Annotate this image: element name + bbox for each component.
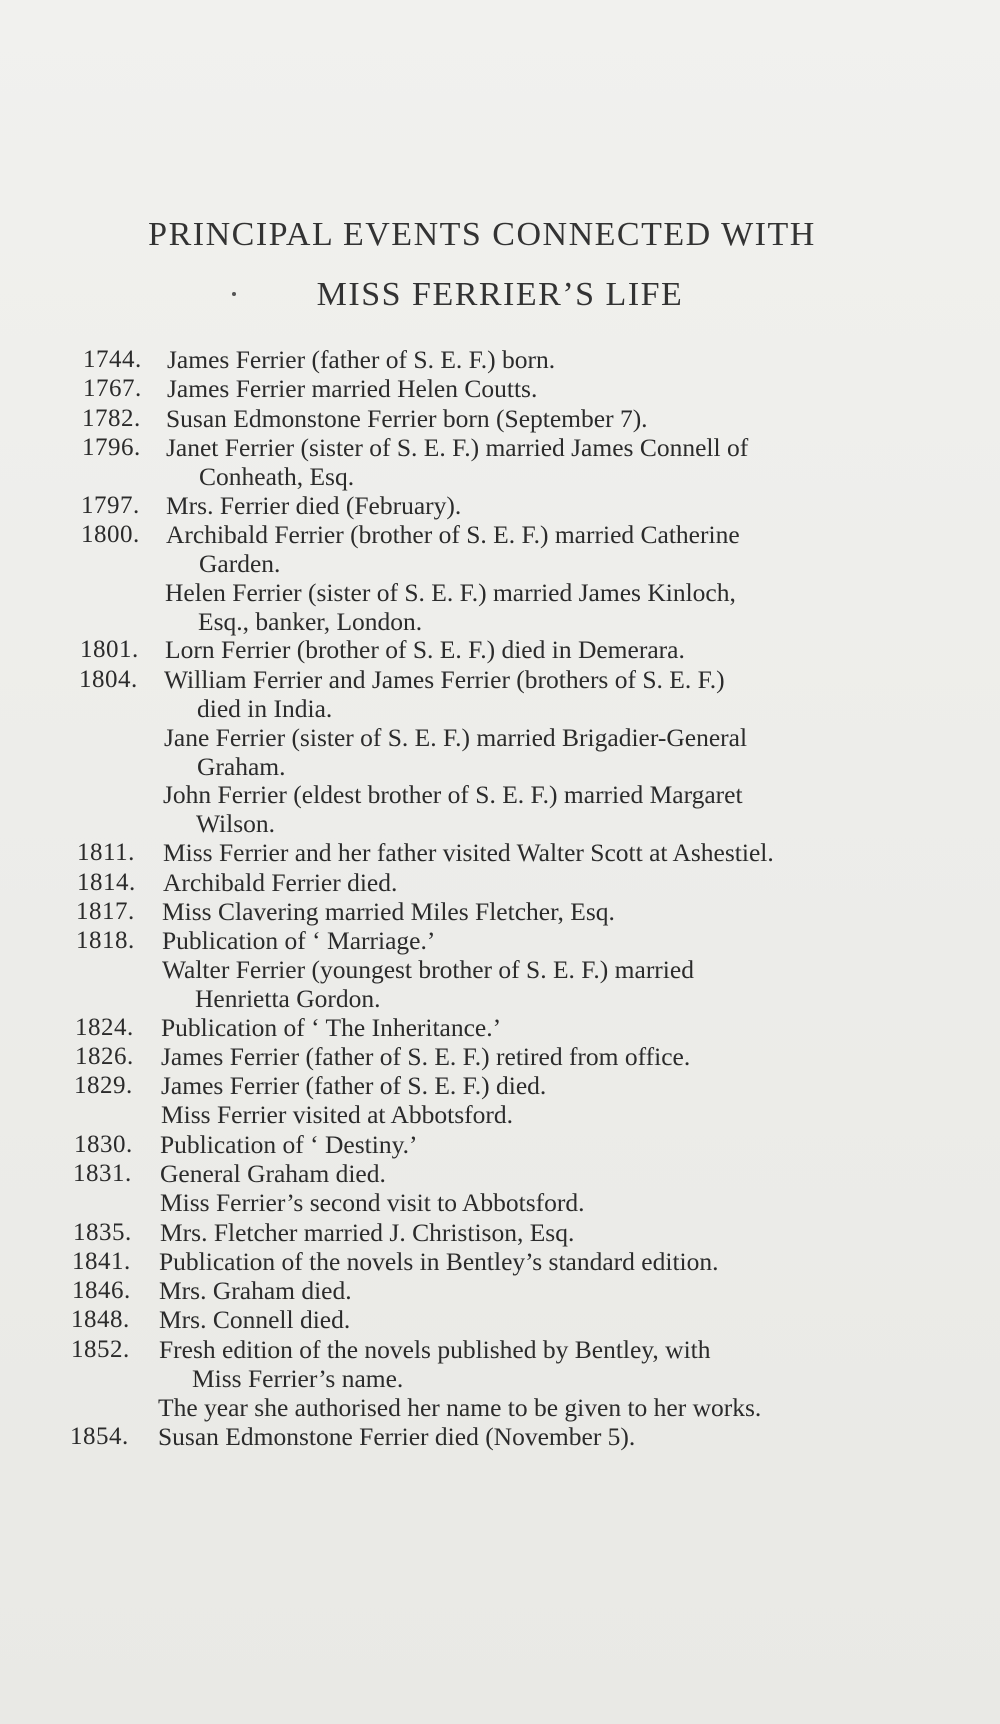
entry-year: 1848. bbox=[71, 1306, 130, 1333]
entry-year: 1826. bbox=[75, 1043, 134, 1070]
entry-text: Publication of ‘ Marriage.’ bbox=[162, 926, 436, 955]
entry-text: Miss Ferrier and her father visited Walter Scott at Ashestiel. bbox=[163, 838, 774, 867]
entry-year: 1801. bbox=[80, 636, 139, 663]
entry-text: Archibald Ferrier (brother of S. E. F.) married Catherine bbox=[166, 520, 740, 549]
entry-text: Miss Ferrier’s second visit to Abbotsford. bbox=[160, 1188, 585, 1217]
entry-year: 1817. bbox=[76, 898, 135, 925]
entry-year: 1800. bbox=[81, 521, 140, 548]
entry-year: 1824. bbox=[75, 1014, 134, 1041]
entry-text-continuation: Henrietta Gordon. bbox=[195, 984, 381, 1013]
entry-text: James Ferrier (father of S. E. F.) retired from office. bbox=[161, 1042, 691, 1071]
entry-text-continuation: Graham. bbox=[197, 752, 286, 781]
entry-text: Lorn Ferrier (brother of S. E. F.) died in Demerara. bbox=[165, 635, 685, 664]
entry-year: 1829. bbox=[74, 1072, 133, 1099]
entry-text: Susan Edmonstone Ferrier died (November 5). bbox=[158, 1422, 636, 1451]
entry-year: 1796. bbox=[82, 434, 141, 461]
entry-year: 1830. bbox=[74, 1131, 133, 1158]
entry-text: Walter Ferrier (youngest brother of S. E. F.) married bbox=[162, 955, 694, 984]
entry-text-continuation: Esq., banker, London. bbox=[198, 607, 423, 636]
entry-text: General Graham died. bbox=[160, 1159, 386, 1188]
entry-year: 1767. bbox=[83, 375, 142, 402]
entry-text-continuation: Wilson. bbox=[196, 809, 276, 838]
entry-year: 1744. bbox=[83, 346, 142, 373]
entry-text: The year she authorised her name to be given to her works. bbox=[158, 1393, 762, 1422]
entry-text: Janet Ferrier (sister of S. E. F.) married James Connell of bbox=[166, 433, 749, 462]
entry-year: 1782. bbox=[82, 405, 141, 432]
entry-text: Mrs. Connell died. bbox=[159, 1305, 351, 1334]
entry-text: Publication of ‘ Destiny.’ bbox=[160, 1130, 418, 1159]
entry-text: Archibald Ferrier died. bbox=[163, 868, 398, 897]
entry-text-continuation: Miss Ferrier’s name. bbox=[192, 1364, 404, 1393]
entry-year: 1814. bbox=[77, 869, 136, 896]
entry-year: 1804. bbox=[79, 666, 138, 693]
entry-text: Mrs. Fletcher married J. Christison, Esq. bbox=[160, 1218, 575, 1247]
entry-text: William Ferrier and James Ferrier (brothers of S. E. F.) bbox=[164, 665, 725, 694]
entry-year: 1811. bbox=[77, 839, 135, 866]
entry-year: 1831. bbox=[73, 1160, 132, 1187]
entry-text-continuation: died in India. bbox=[197, 694, 333, 723]
page-title-line-1: PRINCIPAL EVENTS CONNECTED WITH bbox=[148, 216, 816, 253]
entry-text: Helen Ferrier (sister of S. E. F.) married James Kinloch, bbox=[165, 578, 736, 607]
entry-text: John Ferrier (eldest brother of S. E. F.) married Margaret bbox=[163, 780, 743, 809]
entry-year: 1846. bbox=[72, 1277, 131, 1304]
entry-text: Jane Ferrier (sister of S. E. F.) married Brigadier-General bbox=[164, 723, 748, 752]
entry-text: Publication of ‘ The Inheritance.’ bbox=[161, 1013, 502, 1042]
entry-year: 1841. bbox=[72, 1248, 131, 1275]
entry-year: 1835. bbox=[73, 1219, 132, 1246]
entry-year: 1818. bbox=[76, 927, 135, 954]
entry-text-continuation: Conheath, Esq. bbox=[199, 462, 355, 491]
entry-text: Mrs. Ferrier died (February). bbox=[166, 491, 462, 520]
entry-text: Miss Ferrier visited at Abbotsford. bbox=[161, 1100, 514, 1129]
entry-text: James Ferrier (father of S. E. F.) died. bbox=[161, 1071, 547, 1100]
entry-text: James Ferrier (father of S. E. F.) born. bbox=[167, 345, 556, 374]
entry-text: Miss Clavering married Miles Fletcher, Esq. bbox=[162, 897, 615, 926]
entry-text: Publication of the novels in Bentley’s standard edition. bbox=[159, 1247, 719, 1276]
entry-year: 1854. bbox=[70, 1423, 129, 1450]
page-title-line-2: MISS FERRIER’S LIFE bbox=[316, 276, 684, 313]
entry-year: 1852. bbox=[71, 1336, 130, 1363]
entry-text: James Ferrier married Helen Coutts. bbox=[167, 374, 538, 403]
entry-year: 1797. bbox=[81, 492, 140, 519]
entry-text: Susan Edmonstone Ferrier born (September 7). bbox=[166, 404, 648, 433]
entry-text-continuation: Garden. bbox=[199, 549, 281, 578]
entry-text: Mrs. Graham died. bbox=[159, 1276, 352, 1305]
entry-text: Fresh edition of the novels published by Bentley, with bbox=[159, 1335, 711, 1364]
